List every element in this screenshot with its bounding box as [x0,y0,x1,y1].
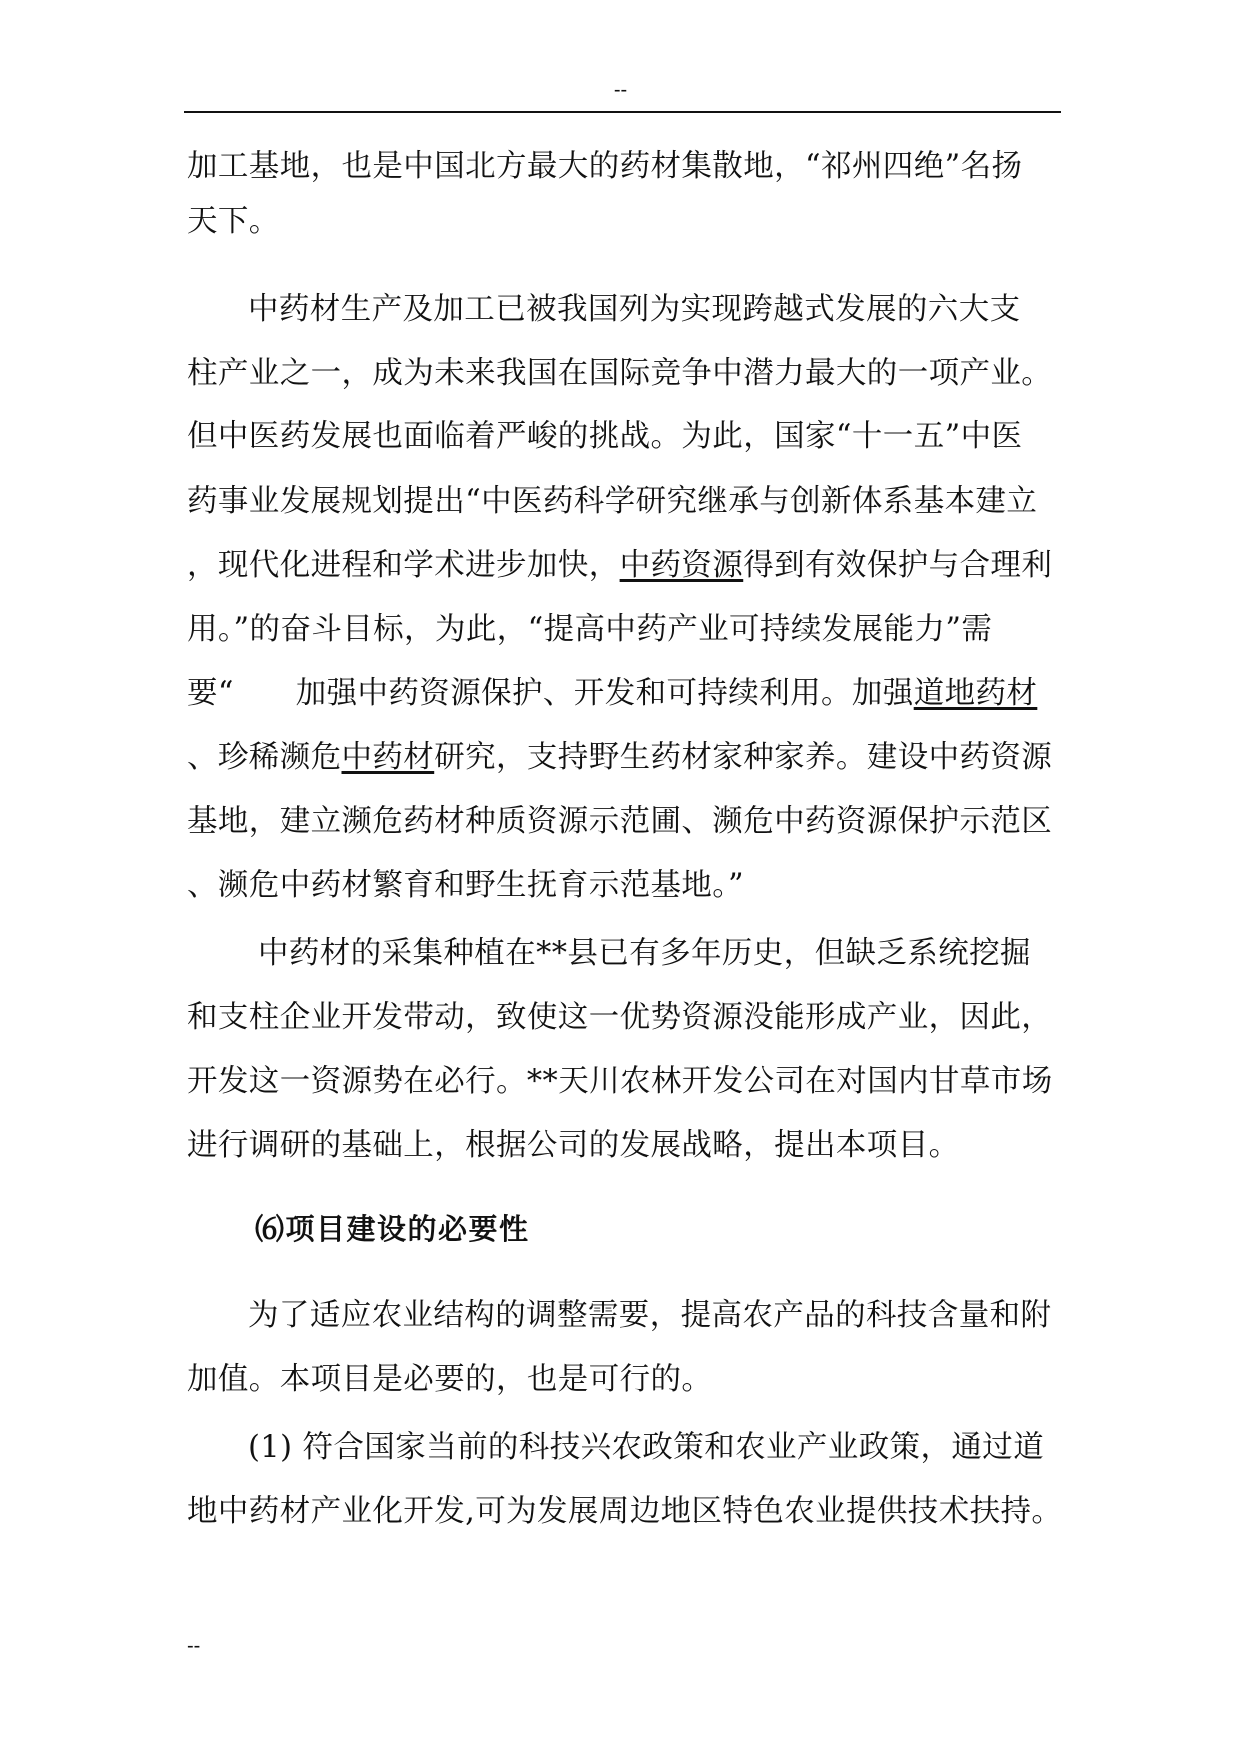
text-segment: 研究，支持野生药材家种家养。建设中药资源 [434,740,1053,775]
paragraph-line: 加工基地，也是中国北方最大的药材集散地，“祁州四绝”名扬 [187,149,1023,184]
paragraph-line: 中药材的采集种植在**县已有多年历史，但缺乏系统挖掘 [258,936,1031,971]
paragraph-line: 天下。 [187,204,280,239]
section-heading: ⑹项目建设的必要性 [255,1212,530,1246]
paragraph-line: 加值。本项目是必要的，也是可行的。 [187,1362,713,1397]
page-footer-mark: -- [187,1635,201,1657]
paragraph-line: 基地，建立濒危药材种质资源示范圃、濒危中药资源保护示范区 [187,804,1053,839]
paragraph-line [187,739,1052,777]
paragraph-line: 但中医药发展也面临着严峻的挑战。为此，国家“十一五”中医 [187,419,1023,454]
text-segment: 要“ 加强中药资源保护、开发和可持续利用。加强 [187,676,914,711]
paragraph-line: 地中药材产业化开发,可为发展周边地区特色农业提供技术扶持。 [187,1494,1063,1529]
paragraph-line [187,675,1037,713]
page-header-mark: -- [613,79,628,101]
paragraph-line: 和支柱企业开发带动，致使这一优势资源没能形成产业，因此， [187,1000,1053,1035]
underlined-term: 中药资源 [619,548,744,583]
header-rule [184,111,1061,113]
text-segment: 得到有效保护与合理利 [743,548,1053,583]
text-segment: ，现代化进程和学术进步加快， [187,548,620,583]
paragraph-line: 进行调研的基础上，根据公司的发展战略，提出本项目。 [187,1128,960,1163]
paragraph-line: 为了适应农业结构的调整需要，提高农产品的科技含量和附 [248,1298,1052,1333]
paragraph-line [187,547,1052,585]
paragraph-line: 中药材生产及加工已被我国列为实现跨越式发展的六大支 [248,292,1021,327]
paragraph-line: 柱产业之一，成为未来我国在国际竞争中潜力最大的一项产业。 [187,356,1053,391]
underlined-term: 中药材 [341,740,435,775]
underlined-term: 道地药材 [913,676,1038,711]
paragraph-line: 用。”的奋斗目标，为此，“提高中药产业可持续发展能力”需 [187,612,993,647]
paragraph-line: 、濒危中药材繁育和野生抚育示范基地。” [187,868,744,903]
text-segment: 、珍稀濒危 [187,740,342,775]
paragraph-line: 药事业发展规划提出“中医药科学研究继承与创新体系基本建立 [187,484,1038,519]
paragraph-line: (1) 符合国家当前的科技兴农政策和农业产业政策，通过道 [248,1430,1045,1465]
paragraph-line: 开发这一资源势在必行。**天川农林开发公司在对国内甘草市场 [187,1064,1053,1099]
